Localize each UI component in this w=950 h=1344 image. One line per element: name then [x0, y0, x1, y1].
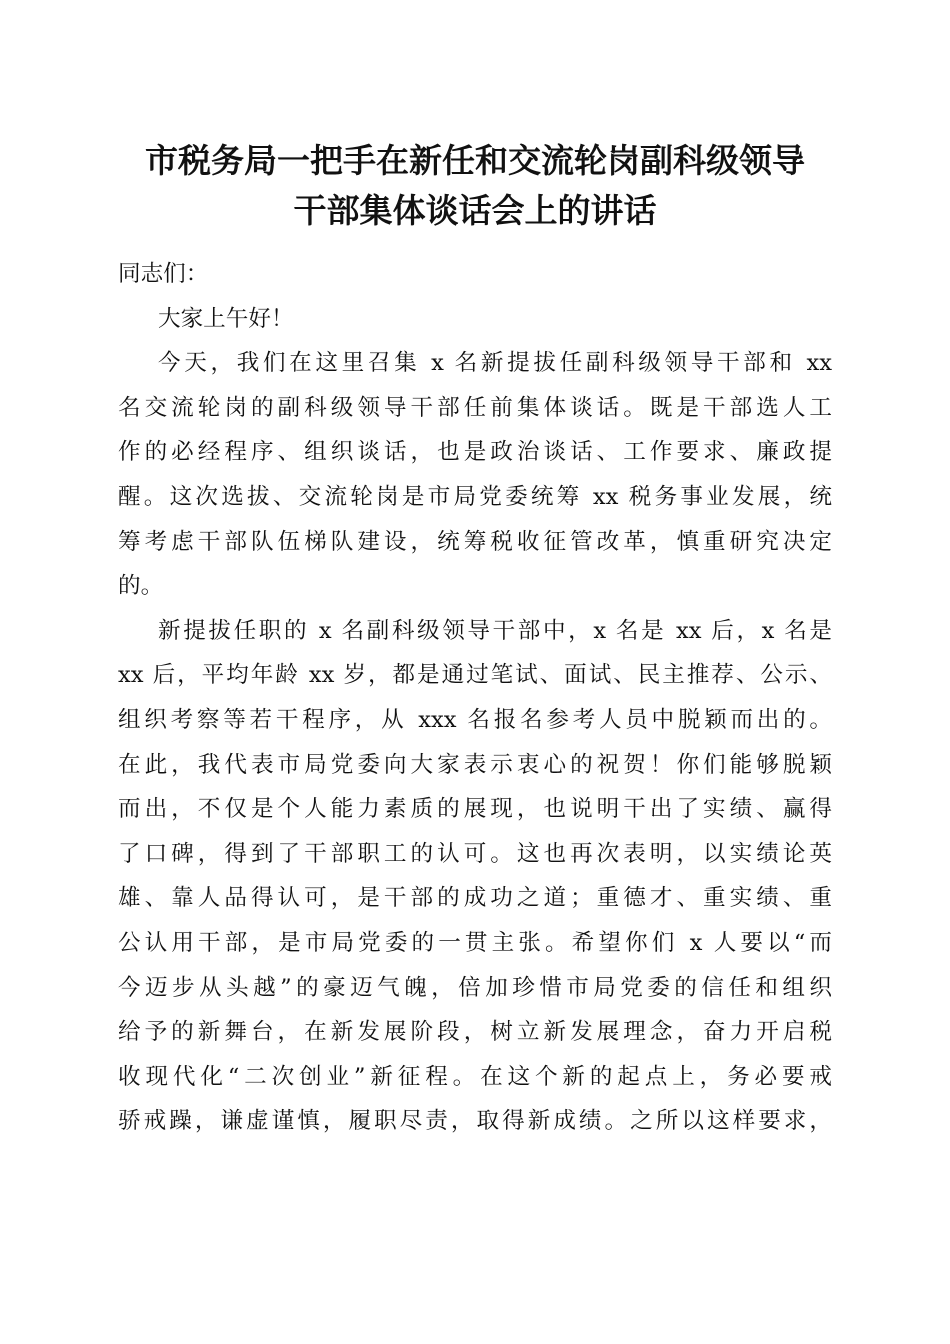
- paragraph-line: 组织考察等若干程序，从 xxx 名报名参考人员中脱颖而出的。: [118, 706, 832, 733]
- speech-body: [118, 252, 832, 1144]
- paragraph-line: 雄、靠人品得认可，是干部的成功之道；重德才、重实绩、重: [118, 885, 832, 912]
- paragraph-line: 筹考虑干部队伍梯队建设，统筹税收征管改革，慎重研究决定: [118, 528, 832, 555]
- salutation: 同志们：: [118, 261, 209, 287]
- title-line-2: 干部集体谈话会上的讲话: [293, 191, 657, 230]
- paragraph-line: 名交流轮岗的副科级领导干部任前集体谈话。既是干部选人工: [118, 394, 832, 421]
- paragraph-1: [118, 341, 832, 609]
- paragraph-line: 今迈步从头越”的豪迈气魄，倍加珍惜市局党委的信任和组织: [118, 974, 832, 1001]
- paragraph-line: xx 后，平均年龄 xx 岁，都是通过笔试、面试、民主推荐、公示、: [118, 662, 832, 689]
- paragraph-line: 今天，我们在这里召集 x 名新提拔任副科级领导干部和 xx: [158, 350, 832, 377]
- greeting: 大家上午好！: [158, 305, 294, 332]
- paragraph-line: 在此，我代表市局党委向大家表示衷心的祝贺！你们能够脱颖: [118, 751, 832, 778]
- title-line-1: 市税务局一把手在新任和交流轮岗副科级领导: [145, 141, 805, 180]
- paragraph-line: 收现代化“二次创业”新征程。在这个新的起点上，务必要戒: [118, 1063, 832, 1090]
- paragraph-line: 而出，不仅是个人能力素质的展现，也说明干出了实绩、赢得: [118, 796, 832, 823]
- paragraph-line: 公认用干部，是市局党委的一贯主张。希望你们 x 人要以“而: [118, 929, 832, 956]
- paragraph-line: 新提拔任职的 x 名副科级领导干部中，x 名是 xx 后，x 名是: [158, 617, 832, 644]
- paragraph-line: 骄戒躁，谦虚谨慎，履职尽责，取得新成绩。之所以这样要求，: [118, 1108, 832, 1135]
- paragraph-line: 醒。这次选拔、交流轮岗是市局党委统筹 xx 税务事业发展，统: [118, 483, 832, 510]
- paragraph-line: 的。: [118, 573, 164, 600]
- paragraph-line: 给予的新舞台，在新发展阶段，树立新发展理念，奋力开启税: [118, 1019, 832, 1046]
- paragraph-line: 了口碑，得到了干部职工的认可。这也再次表明，以实绩论英: [118, 840, 832, 867]
- paragraph-2: [118, 609, 832, 1144]
- paragraph-line: 作的必经程序、组织谈话，也是政治谈话、工作要求、廉政提: [118, 439, 832, 466]
- document-title: [100, 136, 850, 236]
